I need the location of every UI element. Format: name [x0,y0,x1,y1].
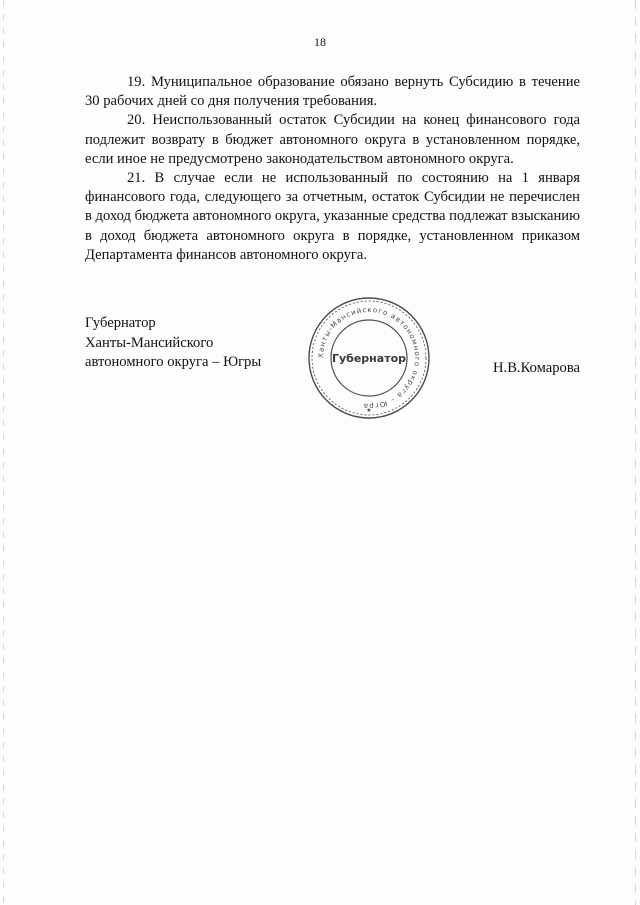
signatory-name: Н.В.Комарова [493,360,580,376]
position-line-1: Губернатор [85,315,156,331]
official-seal-stamp [305,294,433,422]
seal-center-text: Губернатор [331,352,407,365]
paragraph-19: 19. Муниципальное образование обязано вернуть Субсидию в течение 30 рабочих дней со дня получения требования. [85,74,580,110]
scan-edge-left [3,0,4,905]
position-line-2: Ханты-Мансийского [85,334,214,351]
signatory-position [85,314,261,373]
page-number: 18 [314,35,326,49]
position-line-3: автономного округа – Югры [85,354,262,370]
paragraph-21: 21. В случае если не использованный по состоянию на 1 января финансового года, следующего за отчетным, остаток Субсидии не перечислен в доход бюджета автономного округа, указанные средства подлежат взысканию в доход бюджета автономного округа в порядке, установленном приказом Департамента финансов автономного округа. [85,170,580,263]
signature-block [85,305,580,434]
seal-ring-text: Ханты-Мансийского автономного округа – Югра [316,305,422,411]
seal-star-icon: ★ [366,407,372,414]
scan-edge-right [635,0,636,905]
document-body [85,73,580,265]
paragraph-20: 20. Неиспользованный остаток Субсидии на конец финансового года подлежит возврату в бюджет автономного округа в установленном порядке, если иное не предусмотрено законодательством автономного округа. [85,112,580,167]
